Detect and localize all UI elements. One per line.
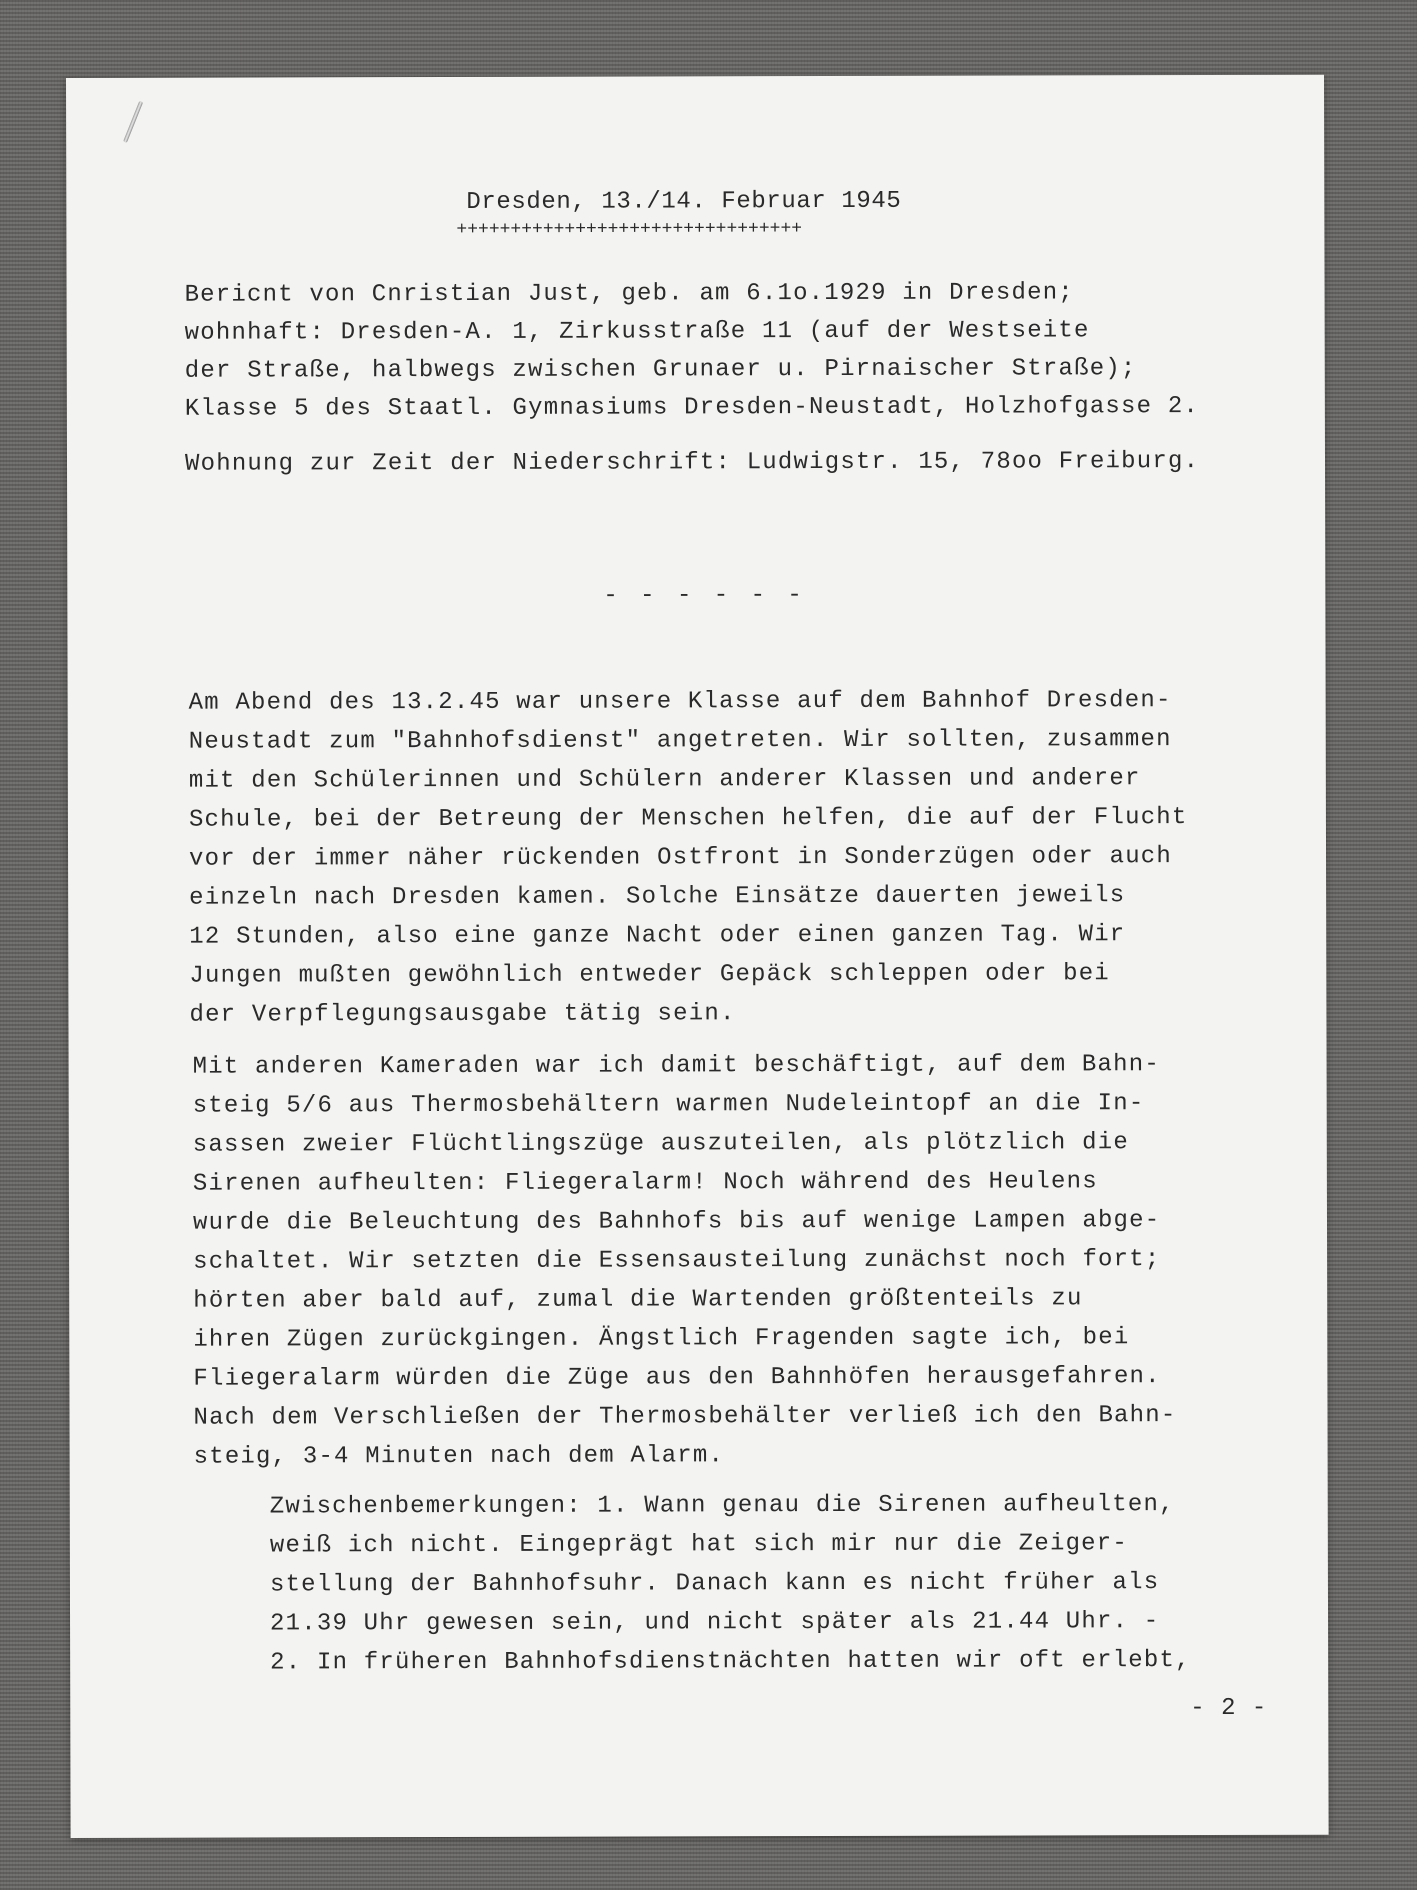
paragraph-line: Jungen mußten gewöhnlich entweder Gepäck schleppen oder bei bbox=[189, 960, 1110, 990]
paragraph-line: steig, 3-4 Minuten nach dem Alarm. bbox=[193, 1442, 725, 1471]
typed-page bbox=[66, 75, 1329, 1838]
paragraph-line: Schule, bei der Betreung der Menschen helfen, die auf der Flucht bbox=[188, 804, 1188, 834]
note-line: Zwischenbemerkungen: 1. Wann genau die Sirenen aufheulten, bbox=[269, 1491, 1175, 1521]
note-line: 2. In früheren Bahnhofsdienstnächten hatten wir oft erlebt, bbox=[270, 1647, 1191, 1677]
paragraph-line: schaltet. Wir setzten die Essensausteilung zunächst noch fort; bbox=[193, 1246, 1161, 1276]
title-underline: ++++++++++++++++++++++++++++++++ bbox=[456, 219, 803, 240]
paragraph-line: vor der immer näher rückenden Ostfront in Sonderzügen oder auch bbox=[189, 843, 1173, 873]
paragraph-line: Sirenen aufheulten: Fliegeralarm! Noch während des Heulens bbox=[192, 1168, 1098, 1198]
note-line: weiß ich nicht. Eingeprägt hat sich mir nur die Zeiger- bbox=[269, 1530, 1129, 1560]
staple bbox=[123, 101, 143, 143]
paragraph-line: sassen zweier Flüchtlingszüge auszuteilen, als plötzlich die bbox=[192, 1129, 1129, 1159]
paragraph-line: einzeln nach Dresden kamen. Solche Einsätze dauerten jeweils bbox=[189, 882, 1126, 912]
header-line: der Straße, halbwegs zwischen Grunaer u. Pirnaischer Straße); bbox=[184, 355, 1137, 385]
paragraph-line: hörten aber bald auf, zumal die Wartenden größtenteils zu bbox=[193, 1285, 1083, 1315]
header-line: wohnhaft: Dresden-A. 1, Zirkusstraße 11 (auf der Westseite bbox=[184, 317, 1090, 347]
paragraph-line: 12 Stunden, also eine ganze Nacht oder einen ganzen Tag. Wir bbox=[189, 921, 1126, 951]
paragraph-line: mit den Schülerinnen und Schülern anderer Klassen und anderer bbox=[188, 765, 1141, 795]
note-line: stellung der Bahnhofsuhr. Danach kann es nicht früher als bbox=[269, 1569, 1160, 1599]
paragraph-line: ihren Zügen zurückgingen. Ängstlich Fragenden sagte ich, bei bbox=[193, 1324, 1130, 1354]
paragraph-line: Nach dem Verschließen der Thermosbehälter verließ ich den Bahn- bbox=[193, 1402, 1177, 1432]
paragraph-line: steig 5/6 aus Thermosbehältern warmen Nudeleintopf an die In- bbox=[192, 1090, 1145, 1120]
document-title: Dresden, 13./14. Februar 1945 bbox=[466, 187, 902, 216]
paragraph-line: Neustadt zum "Bahnhofsdienst" angetreten. Wir sollten, zusammen bbox=[188, 726, 1172, 756]
paragraph-line: der Verpflegungsausgabe tätig sein. bbox=[189, 1000, 736, 1029]
paragraph-line: Fliegeralarm würden die Züge aus den Bahnhöfen herausgefahren. bbox=[193, 1363, 1161, 1393]
paragraph-line: Mit anderen Kameraden war ich damit beschäftigt, auf dem Bahn- bbox=[192, 1051, 1160, 1081]
header-line: Bericnt von Cnristian Just, geb. am 6.1o.1929 in Dresden; bbox=[184, 279, 1074, 309]
paragraph-line: wurde die Beleuchtung des Bahnhofs bis auf wenige Lampen abge- bbox=[192, 1207, 1161, 1237]
page-number: - 2 - bbox=[1190, 1694, 1268, 1723]
residence-line: Wohnung zur Zeit der Niederschrift: Ludwigstr. 15, 78oo Freiburg. bbox=[184, 448, 1200, 478]
paragraph-line: Am Abend des 13.2.45 war unsere Klasse auf dem Bahnhof Dresden- bbox=[188, 687, 1172, 717]
note-line: 21.39 Uhr gewesen sein, und nicht später als 21.44 Uhr. - bbox=[270, 1608, 1160, 1638]
separator: - - - - - - bbox=[603, 582, 806, 610]
header-line: Klasse 5 des Staatl. Gymnasiums Dresden-Neustadt, Holzhofgasse 2. bbox=[184, 393, 1200, 423]
